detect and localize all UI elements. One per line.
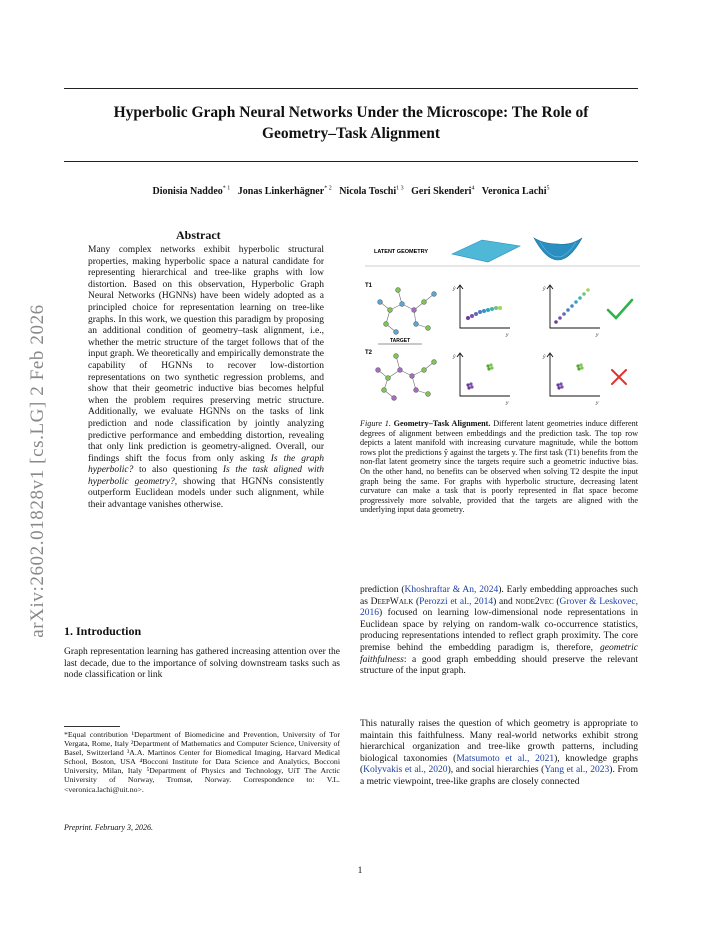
t1-flat-plot: [457, 285, 510, 328]
right-paragraph-2: This naturally raises the question of which geometry is appropriate to maintain this faithfulness. Many real-world networks exhibit strong hierarchical organization and tree-like growth patterns, including biological taxonomies (Matsumoto et al., 2021), knowledge graphs (Kolyvakis et al., 2020), and social hierarchies (Yang et al., 2023). From a metric viewpoint, tree-like graphs are closely connected: [360, 719, 639, 787]
footnote-rule: [64, 726, 120, 727]
target-label: TARGET: [390, 338, 411, 344]
figure-geometry-task-alignment: [360, 232, 640, 412]
svg-text:y: y: [596, 332, 599, 338]
right-paragraph-1: prediction (Khoshraftar & An, 2024). Early embedding approaches such as DeepWalk (Perozzi et al., 2014) and node2vec (Grover & Leskovec, 2016) focused on learning low-dimensional node representations in Euclidean space by relying on random-walk co-occurrence statistics, producing representations intended to reflect graph proximity. The core premise behind the embedding paradigm is, therefore, geometric faithfulness: a good graph embedding should preserve the relevant structure of the input graph.: [360, 585, 638, 677]
paper-title: [64, 102, 638, 144]
abstract-body: Many complex networks exhibit hyperbolic structural properties, making hyperbolic space a natural candidate for representing hierarchical and tree-like graphs with low distortion. Based on this observation, Hyperbolic Graph Neural Networks (HGNNs) have been widely adopted as a principled choice for representation learning on tree-like graphs. In this work, we question this paradigm by proposing an additional condition of geometry–task alignment, i.e., whether the metric structure of the target follows that of the input graph. We theoretically and empirically demonstrate the capability of HGNNs to recover low-distortion representations on two synthetic regression problems, and show that their geometric inductive bias becomes helpful when the problem requires preserving metric structure. Additionally, we evaluate HGNNs on the tasks of link prediction and node classification by jointly analyzing predictive performance and embedding distortion, revealing that only link prediction is geometry-aligned. Overall, our findings shift the focus from only asking Is the graph hyperbolic? to also questioning Is the task aligned with hyperbolic geometry?, showing that HGNNs consistently outperform Euclidean models under such alignment, while their advantage vanishes otherwise.: [88, 245, 324, 511]
citation-link[interactable]: Grover & Leskovec, 2016: [360, 596, 638, 619]
latent-geometry-label: LATENT GEOMETRY: [374, 249, 429, 255]
preprint-date: Preprint. February 3, 2026.: [64, 823, 154, 832]
introduction-text: Graph representation learning has gathered increasing attention over the last decade, due to the importance of solving downstream tasks such as node classification or link: [64, 647, 340, 681]
abstract-heading: Abstract: [176, 228, 221, 242]
svg-text:y: y: [506, 332, 509, 338]
t2-flat-points: [466, 363, 493, 389]
title-bottom-rule: [64, 161, 638, 162]
title-line-1: Hyperbolic Graph Neural Networks Under the Microscope: The Role of: [113, 104, 589, 121]
check-icon: [608, 300, 632, 318]
t2-input-graph: [376, 354, 437, 401]
section-heading-introduction: 1. Introduction: [64, 624, 142, 638]
curved-manifold: [534, 238, 582, 260]
svg-text:ŷ: ŷ: [543, 286, 546, 292]
citation-link[interactable]: Khoshraftar & An, 2024: [404, 585, 499, 595]
author: Veronica Lachi$^5$: [481, 186, 550, 198]
author-list: [64, 186, 638, 197]
svg-text:ŷ: ŷ: [543, 354, 546, 360]
cross-icon: [612, 370, 626, 384]
flat-manifold: [452, 240, 520, 262]
svg-text:ŷ: ŷ: [453, 354, 456, 360]
t2-curved-plot: [547, 353, 600, 396]
title-line-2: Geometry–Task Alignment: [261, 125, 441, 142]
author: Jonas Linkerhägner$^{* 2}$: [237, 186, 332, 198]
figure-caption: Figure 1. Geometry–Task Alignment. Different latent geometries induce different degrees of alignment between embeddings and the prediction task. The top row depicts a latent manifold with increasing curvature magnitude, while the bottom rows plot the predictions ŷ against the targets y. The first task (T1) benefits from the non-flat latent geometry since the targets require such a geometric inductive bias. On the other hand, no benefits can be observed when solving T2 despite the input graph being the same. For graphs with hyperbolic structure, decreasing latent curvature can make a task that is poorly represented in flat space become progressively more solvable, provided that the targets are aligned with the underlying input data geometry.: [360, 419, 638, 515]
author: Nicola Toschi$^{1 3}$: [339, 186, 404, 198]
svg-text:ŷ: ŷ: [453, 286, 456, 292]
svg-text:y: y: [506, 400, 509, 406]
citation-link[interactable]: Matsumoto et al., 2021: [456, 753, 555, 764]
t1-flat-points: [466, 306, 502, 320]
citation-link[interactable]: Yang et al., 2023: [544, 765, 610, 776]
svg-text:y: y: [596, 400, 599, 406]
page-number: 1: [357, 866, 363, 876]
t2-curved-points: [556, 363, 583, 389]
author: Geri Skenderi$^4$: [411, 186, 475, 198]
top-rule: [64, 88, 638, 89]
affiliations-footnote: *Equal contribution ¹Department of Biomedicine and Prevention, University of Tor Vergata, Rome, Italy ²Department of Mathematics and Computer Science, University of Basel, Switzerland ³A.A. Martinos Center for Biomedical Imaging, Harvard Medical School, Boston, USA ⁴Bocconi Institute for Data Science and Analytics, Bocconi University, Milan, Italy ⁵Department of Physics and Technology, UiT The Arctic University of Norway, Tromsø, Norway. Correspondence to: V.L. <veronica.lachi@uit.no>.: [64, 730, 340, 794]
arxiv-watermark: arXiv:2602.01828v1 [cs.LG] 2 Feb 2026: [27, 304, 48, 638]
t2-label: T2: [365, 350, 373, 356]
t1-label: T1: [365, 283, 373, 289]
author: Dionisia Naddeo$^{* 1}$: [152, 186, 231, 198]
citation-link[interactable]: Kolyvakis et al., 2020: [363, 765, 448, 776]
t1-input-graph: [378, 288, 437, 335]
t1-curved-points: [554, 288, 590, 324]
citation-link[interactable]: Perozzi et al., 2014: [419, 596, 494, 607]
t2-flat-plot: [457, 353, 510, 396]
